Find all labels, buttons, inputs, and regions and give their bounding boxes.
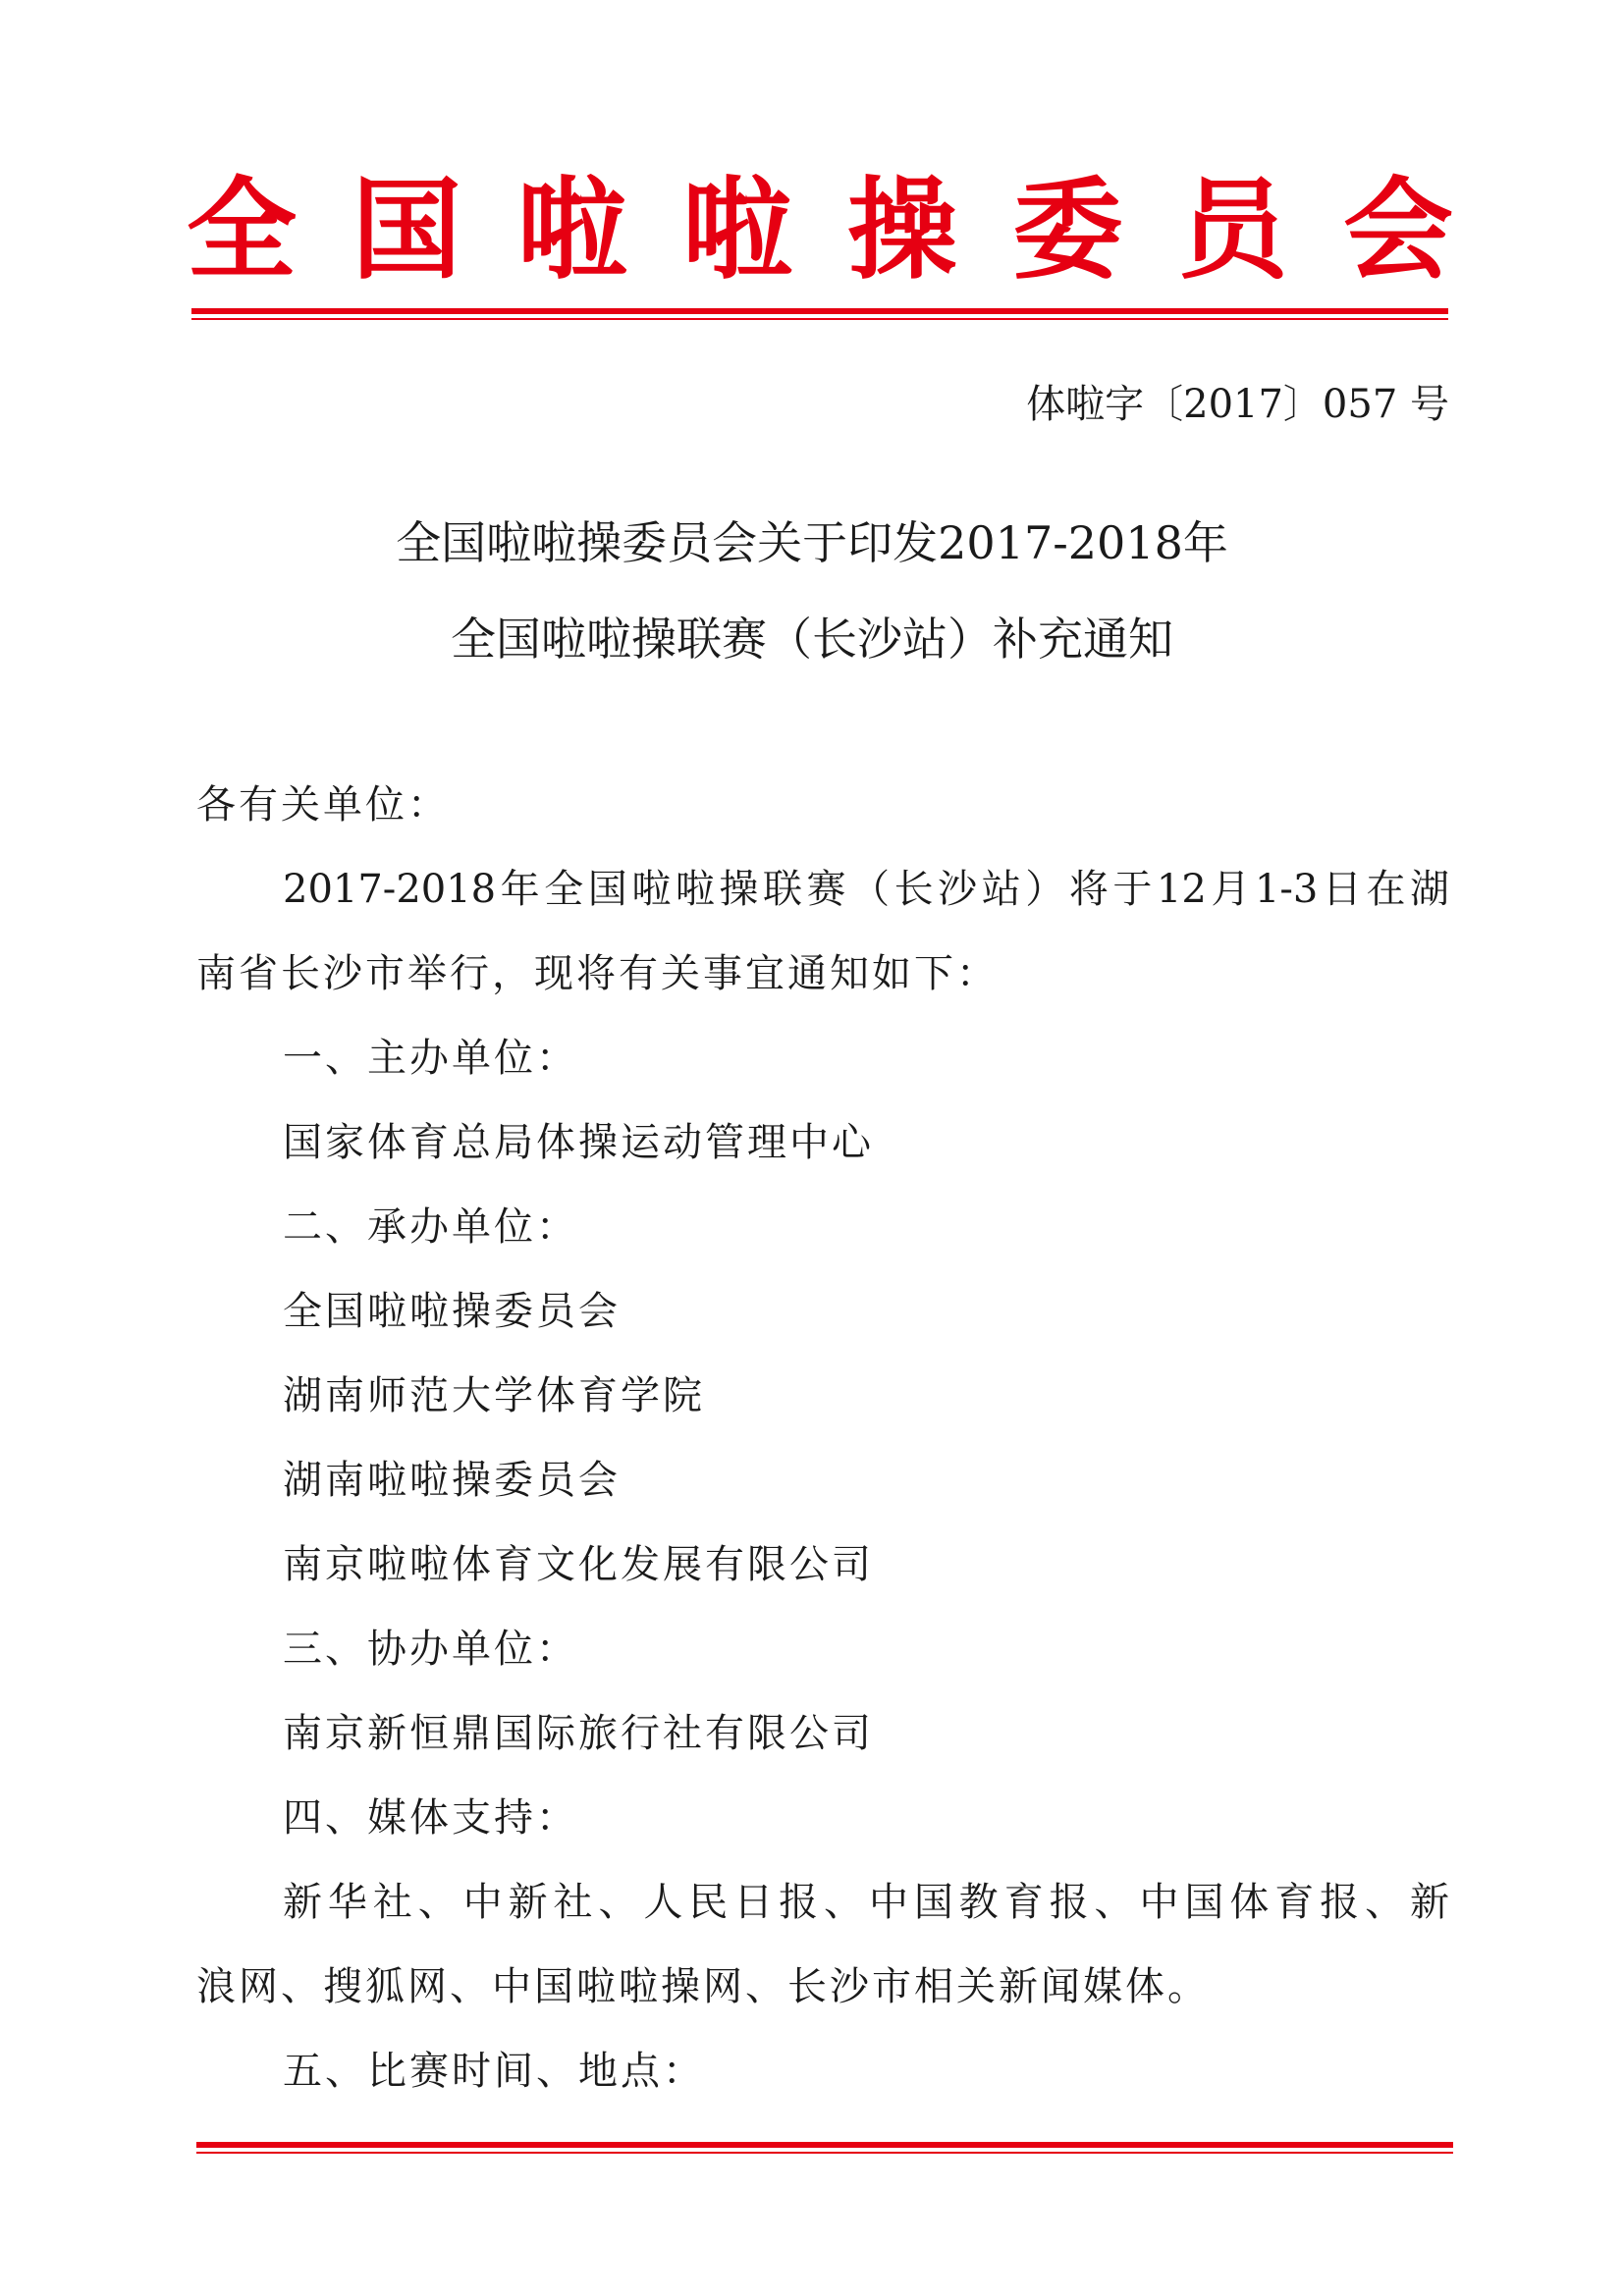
masthead-rule-thin xyxy=(191,318,1448,320)
section-heading-organizer: 二、承办单位： xyxy=(283,1204,578,1250)
footer-rule-thick xyxy=(196,2142,1453,2148)
organizer-item: 湖南师范大学体育学院 xyxy=(283,1373,705,1418)
masthead-char: 委 xyxy=(1012,167,1123,294)
section-heading-host: 一、主办单位： xyxy=(283,1036,578,1081)
co-organizer-item: 南京新恒鼎国际旅行社有限公司 xyxy=(283,1711,874,1756)
masthead-char: 全 xyxy=(187,167,297,294)
masthead-rule-thick xyxy=(191,308,1448,314)
masthead-char: 会 xyxy=(1342,167,1453,294)
document-title-line-2: 全国啦啦操联赛（长沙站）补充通知 xyxy=(451,613,1173,666)
section-heading-time-venue: 五、比赛时间、地点： xyxy=(283,2049,705,2094)
footer-rule-thin xyxy=(196,2152,1453,2154)
masthead-char: 操 xyxy=(847,167,958,294)
salutation: 各有关单位： xyxy=(196,782,450,828)
host-organization: 国家体育总局体操运动管理中心 xyxy=(283,1120,874,1165)
intro-paragraph-line: 2017-2018年全国啦啦操联赛（长沙站）将于12月1-3日在湖 xyxy=(283,867,1449,912)
masthead-char: 啦 xyxy=(516,167,627,294)
masthead-char: 员 xyxy=(1177,167,1288,294)
masthead-char: 国 xyxy=(352,167,462,294)
masthead-title xyxy=(187,167,1453,294)
media-list-line: 新华社、中新社、人民日报、中国教育报、中国体育报、新 xyxy=(283,1880,1449,1925)
section-heading-media: 四、媒体支持： xyxy=(283,1795,578,1841)
document-title-line-1: 全国啦啦操委员会关于印发2017-2018年 xyxy=(396,516,1228,569)
intro-paragraph-line: 南省长沙市举行，现将有关事宜通知如下： xyxy=(196,951,999,996)
media-list-line: 浪网、搜狐网、中国啦啦操网、长沙市相关新闻媒体。 xyxy=(196,1964,1210,2009)
document-number: 体啦字〔2017〕057 号 xyxy=(1026,382,1449,427)
masthead-char: 啦 xyxy=(681,167,792,294)
organizer-item: 湖南啦啦操委员会 xyxy=(283,1458,621,1503)
organizer-item: 南京啦啦体育文化发展有限公司 xyxy=(283,1542,874,1587)
section-heading-co-organizer: 三、协办单位： xyxy=(283,1627,578,1672)
organizer-item: 全国啦啦操委员会 xyxy=(283,1289,621,1334)
